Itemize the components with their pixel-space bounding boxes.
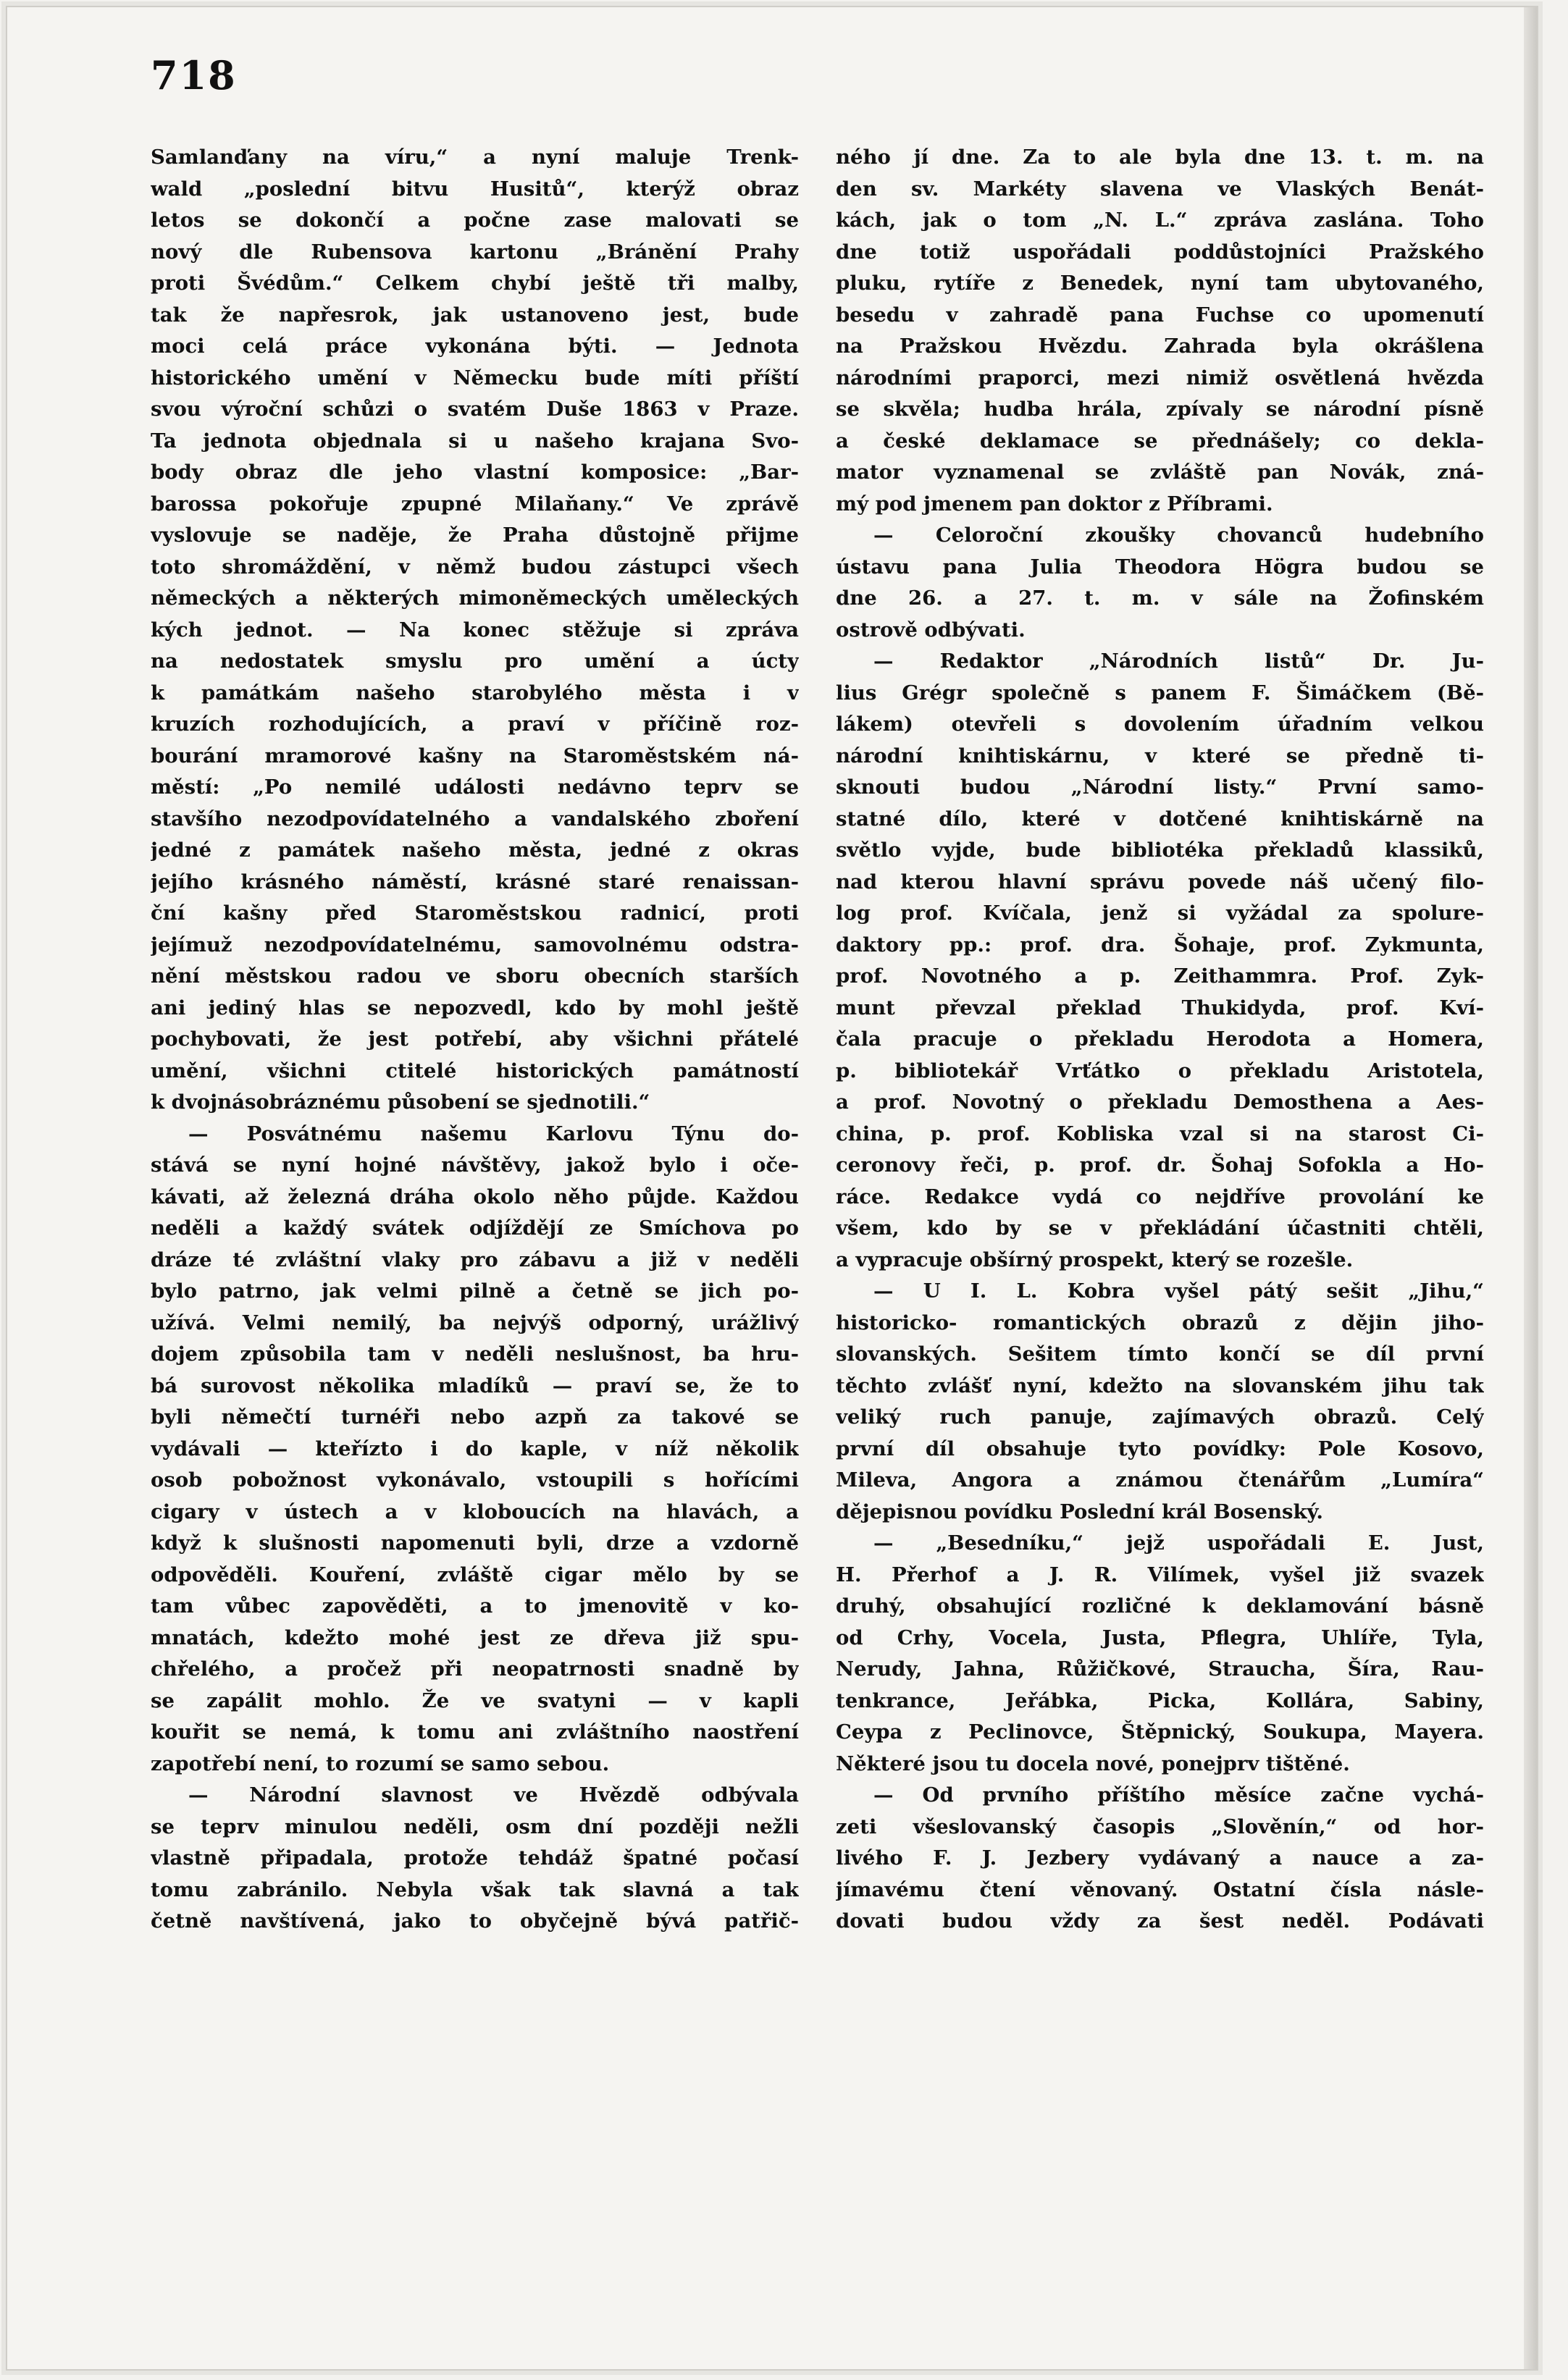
text-line: cigary v ústech a v kloboucích na hlavách, a bbox=[151, 1500, 799, 1523]
text-line: mnatách, kdežto mohé jest ze dřeva již spu- bbox=[151, 1626, 799, 1649]
text-line: statné dílo, které v dotčené knihtiskárně na bbox=[836, 807, 1484, 831]
text-line: vydávali — kteřízto i do kaple, v níž několik bbox=[151, 1437, 799, 1460]
text-line: body obraz dle jeho vlastní komposice: „Bar- bbox=[151, 461, 799, 484]
text-line: toto shromáždění, v němž budou zástupci všech bbox=[151, 555, 799, 579]
text-line: umění, všichni ctitelé historických památností bbox=[151, 1059, 799, 1082]
text-line: se skvěla; hudba hrála, zpívaly se národní písně bbox=[836, 398, 1484, 421]
text-line: wald „poslední bitvu Husitů“, kterýž obraz bbox=[151, 177, 799, 201]
text-line: barossa pokořuje zpupné Milaňany.“ Ve zprávě bbox=[151, 492, 799, 516]
text-line: prof. Novotného a p. Zeithammra. Prof. Zyk- bbox=[836, 964, 1484, 988]
text-line: druhý, obsahující rozličné k deklamování básně bbox=[836, 1594, 1484, 1618]
text-line: mý pod jmenem pan doktor z Příbrami. bbox=[836, 492, 1273, 516]
text-line: den sv. Markéty slavena ve Vlaských Benát- bbox=[836, 177, 1484, 201]
text-line: ční kašny před Staroměstskou radnicí, proti bbox=[151, 901, 799, 925]
text-line: livého F. J. Jezbery vydávaný a nauce a za- bbox=[836, 1846, 1484, 1870]
text-line: kávati, až železná dráha okolo něho půjde. Každou bbox=[151, 1185, 799, 1208]
text-line: — Posvátnému našemu Karlovu Týnu do- bbox=[188, 1122, 799, 1145]
text-line: bourání mramorové kašny na Staroměstském ná- bbox=[151, 744, 799, 768]
text-line: nad kterou hlavní správu povede náš učený filo- bbox=[836, 870, 1484, 893]
text-line: neděli a každý svátek odjíždějí ze Smíchova po bbox=[151, 1216, 799, 1240]
text-line: těchto zvlášť nyní, kdežto na slovanském jihu tak bbox=[836, 1374, 1484, 1397]
text-line: log prof. Kvíčala, jenž si vyžádal za spolure- bbox=[836, 901, 1484, 925]
text-line: první díl obsahuje tyto povídky: Pole Kosovo, bbox=[836, 1437, 1484, 1460]
text-line: mator vyznamenal se zvláště pan Novák, zná- bbox=[836, 461, 1484, 484]
text-line: proti Švédům.“ Celkem chybí ještě tři malby, bbox=[151, 272, 799, 295]
text-line: — Od prvního příštího měsíce začne vychá- bbox=[873, 1783, 1484, 1807]
text-line: historicko- romantických obrazů z dějin jiho- bbox=[836, 1311, 1484, 1334]
text-line: na nedostatek smyslu pro umění a úcty bbox=[151, 649, 799, 673]
text-line: četně navštívená, jako to obyčejně bývá patřič- bbox=[151, 1909, 799, 1933]
text-line: Samlanďany na víru,“ a nyní maluje Trenk- bbox=[151, 146, 799, 169]
text-line: ani jediný hlas se nepozvedl, kdo by mohl ještě bbox=[151, 996, 799, 1019]
text-line: jímavému čtení věnovaný. Ostatní čísla násle- bbox=[836, 1877, 1484, 1901]
text-line: veliký ruch panuje, zajímavých obrazů. Celý bbox=[836, 1405, 1484, 1429]
text-line: stavšího nezodpovídatelného a vandalského zboření bbox=[151, 807, 799, 831]
text-line: tenkrance, Jeřábka, Picka, Kollára, Sabiny, bbox=[836, 1689, 1484, 1712]
text-line: — U I. L. Kobra vyšel pátý sešit „Jihu,“ bbox=[873, 1279, 1484, 1303]
text-line: dovati budou vždy za šest neděl. Podávati bbox=[836, 1909, 1484, 1933]
text-line: od Crhy, Vocela, Justa, Pflegra, Uhlíře, Tyla, bbox=[836, 1626, 1484, 1649]
text-line: k dvojnásobráznému působení se sjednotili.“ bbox=[151, 1090, 650, 1114]
text-line: pluku, rytíře z Benedek, nyní tam ubytovaného, bbox=[836, 272, 1484, 295]
text-line: Nerudy, Jahna, Růžičkové, Straucha, Šíra, Rau- bbox=[836, 1657, 1484, 1681]
page-number: 718 bbox=[151, 52, 237, 98]
text-line: nový dle Rubensova kartonu „Bránění Prahy bbox=[151, 240, 799, 264]
text-line: a prof. Novotný o překladu Demosthena a Aes- bbox=[836, 1090, 1484, 1114]
text-line: kruzích rozhodujících, a praví v příčině roz- bbox=[151, 712, 799, 736]
text-line: odpověděli. Kouření, zvláště cigar mělo by se bbox=[151, 1563, 799, 1586]
text-line: daktory pp.: prof. dra. Šohaje, prof. Zykmunta, bbox=[836, 933, 1484, 956]
text-line: Mileva, Angora a známou čtenářům „Lumíra“ bbox=[836, 1468, 1484, 1492]
text-line: kých jednot. — Na konec stěžuje si zpráva bbox=[151, 618, 799, 642]
text-line: historického umění v Německu bude míti příští bbox=[151, 366, 799, 390]
text-line: china, p. prof. Kobliska vzal si na starost Ci- bbox=[836, 1122, 1484, 1145]
text-line: čala pracuje o překladu Herodota a Homera, bbox=[836, 1027, 1484, 1051]
text-line: světlo vyjde, bude bibliotéka překladů klassiků, bbox=[836, 838, 1484, 862]
text-line: ústavu pana Julia Theodora Högra budou se bbox=[836, 555, 1484, 579]
text-line: zapotřebí není, to rozumí se samo sebou. bbox=[151, 1752, 610, 1775]
text-line: ného jí dne. Za to ale byla dne 13. t. m. na bbox=[836, 146, 1484, 169]
text-line: osob pobožnost vykonávalo, vstoupili s hořícími bbox=[151, 1468, 799, 1492]
text-line: zeti všeslovanský časopis „Slověnín,“ od hor- bbox=[836, 1815, 1484, 1838]
text-line: k památkám našeho starobylého města i v bbox=[151, 681, 799, 705]
text-line: lius Grégr společně s panem F. Šimáčkem (Bě- bbox=[836, 681, 1484, 705]
scanned-page bbox=[6, 6, 1538, 2371]
text-line: jejímuž nezodpovídatelnému, samovolnému odstra- bbox=[151, 933, 799, 956]
text-line: bylo patrno, jak velmi pilně a četně se jich po- bbox=[151, 1279, 799, 1303]
text-line: vyslovuje se naděje, že Praha důstojně přijme bbox=[151, 523, 799, 547]
text-line: se teprv minulou neděli, osm dní později nežli bbox=[151, 1815, 799, 1838]
text-line: sknouti budou „Národní listy.“ První samo- bbox=[836, 775, 1484, 799]
text-line: národní knihtiskárnu, v které se předně ti- bbox=[836, 744, 1484, 768]
text-line: pochybovati, že jest potřebí, aby všichni přátelé bbox=[151, 1027, 799, 1051]
text-line: svou výroční schůzi o svatém Duše 1863 v Praze. bbox=[151, 398, 799, 421]
text-line: byli němečtí turnéři nebo azpň za takové se bbox=[151, 1405, 799, 1429]
text-line: tak že napřesrok, jak ustanoveno jest, bude bbox=[151, 303, 799, 327]
text-line: H. Přerhof a J. R. Vilímek, vyšel již svazek bbox=[836, 1563, 1484, 1586]
text-line: dne 26. a 27. t. m. v sále na Žofinském bbox=[836, 586, 1484, 610]
text-line: a české deklamace se přednášely; co dekla- bbox=[836, 429, 1484, 453]
text-line: slovanských. Sešitem tímto končí se díl první bbox=[836, 1342, 1484, 1366]
text-line: ostrově odbývati. bbox=[836, 618, 1026, 642]
text-line: Ceypa z Peclinovce, Štěpnický, Soukupa, Mayera. bbox=[836, 1720, 1484, 1744]
text-line: německých a některých mimoněmeckých uměleckých bbox=[151, 586, 799, 610]
text-line: bá surovost několika mladíků — praví se, že to bbox=[151, 1374, 799, 1397]
text-line: lákem) otevřeli s dovolením úřadním velkou bbox=[836, 712, 1484, 736]
text-line: všem, kdo by se v překládání účastniti chtěli, bbox=[836, 1216, 1484, 1240]
text-line: nění městskou radou ve sboru obecních starších bbox=[151, 964, 799, 988]
text-line: národními praporci, mezi nimiž osvětlená hvězda bbox=[836, 366, 1484, 390]
text-line: jejího krásného náměstí, krásné staré renaissan- bbox=[151, 870, 799, 893]
left-column bbox=[151, 142, 799, 1938]
text-line: Ta jednota objednala si u našeho krajana Svo- bbox=[151, 429, 799, 453]
text-line: dojem způsobila tam v neděli neslušnost, ba hru- bbox=[151, 1342, 799, 1366]
text-line: Některé jsou tu docela nové, ponejprv tištěné. bbox=[836, 1752, 1350, 1775]
text-line: letos se dokončí a počne zase malovati se bbox=[151, 209, 799, 232]
text-line: besedu v zahradě pana Fuchse co upomenutí bbox=[836, 303, 1484, 327]
text-line: tomu zabránilo. Nebyla však tak slavná a tak bbox=[151, 1877, 799, 1901]
text-line: kách, jak o tom „N. L.“ zpráva zaslána. Toho bbox=[836, 209, 1484, 232]
text-line: stává se nyní hojné návštěvy, jakož bylo i oče- bbox=[151, 1153, 799, 1177]
text-line: jedné z památek našeho města, jedné z okras bbox=[151, 838, 799, 862]
text-line: chřelého, a pročež při neopatrnosti snadně by bbox=[151, 1657, 799, 1681]
text-line: — Národní slavnost ve Hvězdě odbývala bbox=[188, 1783, 799, 1807]
page-edge-shadow bbox=[1524, 7, 1537, 2369]
text-line: — Redaktor „Národních listů“ Dr. Ju- bbox=[873, 649, 1484, 673]
text-line: munt převzal překlad Thukidyda, prof. Kví- bbox=[836, 996, 1484, 1019]
text-line: — „Besedníku,“ jejž uspořádali E. Just, bbox=[873, 1531, 1484, 1555]
text-line: dráze té zvláštní vlaky pro zábavu a již v neděli bbox=[151, 1248, 799, 1271]
right-column bbox=[836, 142, 1484, 1938]
text-line: tam vůbec zapověděti, a to jmenovitě v ko- bbox=[151, 1594, 799, 1618]
text-line: když k slušnosti napomenuti byli, drze a vzdorně bbox=[151, 1531, 799, 1555]
text-line: se zapálit mohlo. Že ve svatyni — v kapli bbox=[151, 1689, 799, 1712]
text-line: kouřit se nemá, k tomu ani zvláštního naostření bbox=[151, 1720, 799, 1744]
text-line: a vypracuje obšírný prospekt, který se rozešle. bbox=[836, 1248, 1354, 1271]
text-line: městí: „Po nemilé události nedávno teprv se bbox=[151, 775, 799, 799]
text-line: — Celoroční zkoušky chovanců hudebního bbox=[873, 523, 1484, 547]
text-line: ceronovy řeči, p. prof. dr. Šohaj Sofokla a Ho- bbox=[836, 1153, 1484, 1177]
text-line: dějepisnou povídku Poslední král Bosenský. bbox=[836, 1500, 1323, 1523]
text-line: p. bibliotekář Vrťátko o překladu Aristotela, bbox=[836, 1059, 1484, 1082]
text-line: vlastně připadala, protože tehdáž špatné počasí bbox=[151, 1846, 799, 1870]
text-line: ráce. Redakce vydá co nejdříve provolání ke bbox=[836, 1185, 1484, 1208]
text-line: dne totiž uspořádali poddůstojníci Pražského bbox=[836, 240, 1484, 264]
text-line: moci celá práce vykonána býti. — Jednota bbox=[151, 335, 799, 358]
text-line: na Pražskou Hvězdu. Zahrada byla okrášlena bbox=[836, 335, 1484, 358]
text-line: užívá. Velmi nemilý, ba nejvýš odporný, urážlivý bbox=[151, 1311, 799, 1334]
